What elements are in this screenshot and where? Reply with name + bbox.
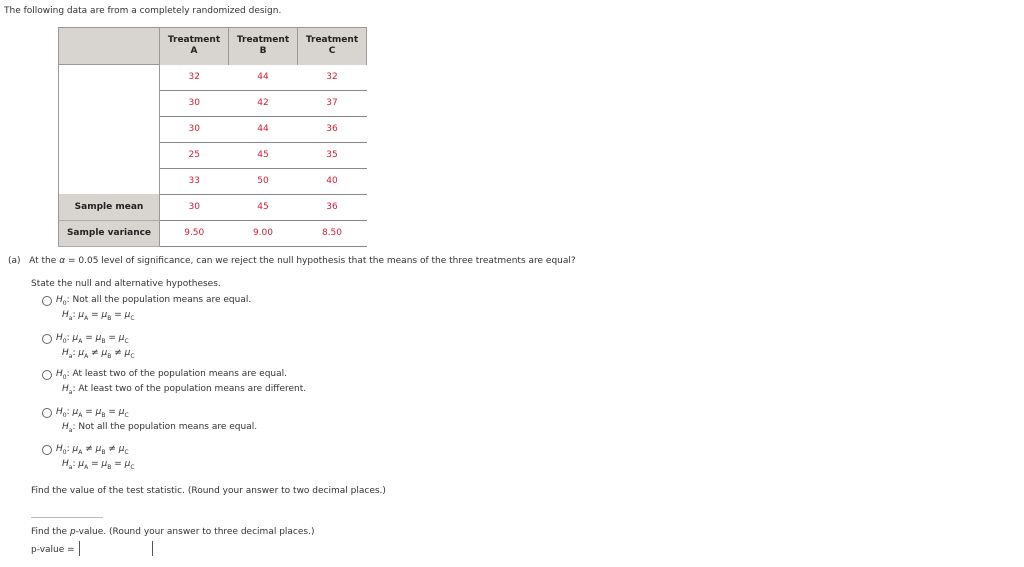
table-cell: 32: [298, 65, 367, 91]
state-hypotheses-prompt: State the null and alternative hypotheses.: [31, 279, 221, 289]
question-text-end: = 0.05 level of significance, can we reject the null hypothesis that the means of the three treatments are equal?: [68, 256, 576, 266]
data-table: [58, 27, 367, 247]
header-treatment-b: Treatment B: [229, 28, 298, 65]
alternative-hypothesis-3: $H_a$: At least two of the population means are different.: [62, 384, 307, 396]
mean-cell: 45: [229, 194, 298, 220]
alternative-hypothesis-5: $H_a$: $\mu_A = \mu_B = \mu_C$: [62, 459, 135, 471]
sample-mean-label: Sample mean: [59, 194, 160, 220]
table-cell: 30: [160, 90, 229, 116]
variance-cell: 8.50: [298, 220, 367, 246]
table-cell: 44: [229, 116, 298, 142]
table-cell: 33: [160, 168, 229, 194]
table-cell: 36: [298, 116, 367, 142]
table-cell: 35: [298, 142, 367, 168]
table-cell: 44: [229, 65, 298, 91]
null-hypothesis-5: $H_0$: $\mu_A \ne \mu_B \ne \mu_C$: [56, 444, 129, 456]
table-cell: 30: [160, 116, 229, 142]
null-hypothesis-4: $H_0$: $\mu_A = \mu_B = \mu_C$: [56, 407, 129, 419]
table-cell: 45: [229, 142, 298, 168]
table-cell: 32: [160, 65, 229, 91]
alternative-hypothesis-2: $H_a$: $\mu_A \ne \mu_B \ne \mu_C$: [62, 348, 135, 360]
alpha-symbol: α: [59, 256, 66, 266]
table-cell: 40: [298, 168, 367, 194]
header-treatment-c: Treatment C: [298, 28, 367, 65]
variance-row: [59, 220, 367, 246]
table-cell: 25: [160, 142, 229, 168]
null-hypothesis-1: $H_0$: Not all the population means are equal.: [56, 295, 252, 307]
pvalue-prompt: Find the p-value. (Round your answer to three decimal places.): [31, 527, 315, 537]
intro-text: The following data are from a completely randomized design.: [4, 6, 282, 16]
table-left-blank: [59, 65, 160, 195]
hypothesis-radio-4[interactable]: [42, 408, 52, 418]
variance-cell: 9.00: [229, 220, 298, 246]
mean-row: [59, 194, 367, 220]
table-cell: 37: [298, 90, 367, 116]
null-hypothesis-2: $H_0$: $\mu_A = \mu_B = \mu_C$: [56, 333, 129, 345]
hypothesis-radio-5[interactable]: [42, 445, 52, 455]
pvalue-input[interactable]: [79, 541, 153, 556]
part-label: (a): [8, 256, 21, 266]
hypothesis-radio-3[interactable]: [42, 370, 52, 380]
alternative-hypothesis-4: $H_a$: Not all the population means are equal.: [62, 422, 258, 434]
table-corner: [59, 28, 160, 65]
alternative-hypothesis-1: $H_a$: $\mu_A = \mu_B = \mu_C$: [62, 310, 135, 322]
question-a: [8, 256, 576, 266]
sample-variance-label: Sample variance: [59, 220, 160, 246]
table-cell: 42: [229, 90, 298, 116]
test-statistic-input[interactable]: [31, 507, 103, 518]
hypothesis-radio-2[interactable]: [42, 334, 52, 344]
null-hypothesis-3: $H_0$: At least two of the population means are equal.: [56, 369, 288, 381]
table-row: [59, 65, 367, 91]
variance-cell: 9.50: [160, 220, 229, 246]
question-text-start: At the: [29, 256, 57, 266]
table-cell: 50: [229, 168, 298, 194]
header-treatment-a: Treatment A: [160, 28, 229, 65]
mean-cell: 36: [298, 194, 367, 220]
pvalue-label: p-value =: [31, 545, 75, 555]
test-statistic-prompt: Find the value of the test statistic. (Round your answer to two decimal places.): [31, 486, 386, 496]
hypothesis-radio-1[interactable]: [42, 296, 52, 306]
mean-cell: 30: [160, 194, 229, 220]
